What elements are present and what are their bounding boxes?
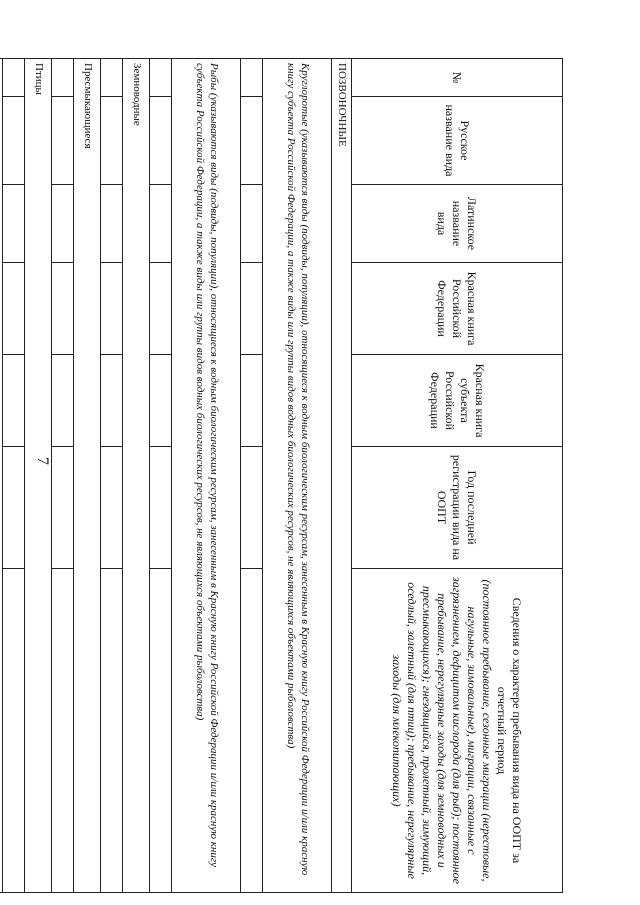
- header-last-registration-year: Год последней регистрации вида на ООПТ: [352, 447, 563, 569]
- subsection-amphibians: [123, 59, 150, 893]
- page-number: 7: [34, 457, 51, 465]
- section-note: Рыбы (указываются виды (подвиды, популяции), относящиеся к водным биологическим ресурсам, занесенным в Красную книгу Российской Федерации и/или красную книгу субъекта Российской Федерации, а также виды или группы видов водных биологических ресурсов, не являющихся объектами рыболовства): [172, 59, 241, 893]
- table-row: [52, 59, 74, 893]
- rotated-table-container: [32, 58, 563, 892]
- section-cyclostomes: [263, 59, 332, 893]
- species-table: [0, 58, 563, 893]
- subsection-label: [0, 59, 3, 893]
- subsection-birds: [25, 59, 52, 893]
- header-num: №: [352, 59, 563, 97]
- subsection-reptiles: [74, 59, 101, 893]
- header-row: [352, 59, 563, 893]
- header-red-book-subject: Красная книга субъекта Российской Федерации: [352, 355, 563, 447]
- subsection-label: Пресмыкающиеся: [74, 59, 101, 893]
- subsection-label: Земноводные: [123, 59, 150, 893]
- header-red-book-rf: Красная книга Российской Федерации: [352, 263, 563, 355]
- table-row: [101, 59, 123, 893]
- header-latin-name: Латинское название вида: [352, 185, 563, 263]
- header-russian-name: Русское название вида: [352, 97, 563, 185]
- section-fish: [172, 59, 241, 893]
- section-note: Круглоротые (указываются виды (подвиды, популяции), относящиеся к водным биологическим ресурсам, занесенным в Красную книгу Российской Федерации и/или красную книгу субъекта Российской Федерации, а также виды или группы видов водных биологических ресурсов, не являющихся объектами рыболовства): [263, 59, 332, 893]
- header-stay-info-title: Сведения о характере пребывания вида на ООПТ за отчетный период: [495, 597, 525, 864]
- table-row: [150, 59, 172, 893]
- subsection-mammals: [0, 59, 3, 893]
- header-stay-info: [352, 569, 563, 893]
- section-title: ПОЗВОНОЧНЫЕ: [332, 59, 352, 893]
- table-row: [241, 59, 263, 893]
- subsection-label: Птицы: [25, 59, 52, 893]
- table-row: [3, 59, 25, 893]
- section-vertebrates: [332, 59, 352, 893]
- header-stay-info-detail: (постоянное пребывание, сезонные миграции (нерестовые, нагульные, зимовальные), миграции, связанные с загрязнением, дефицитом кислорода (для рыб); постоянное пребывание, нерегулярные заходы (для земноводных и пресмыкающихся); гнездящийся, пролетный, зимующий, оседлый, залетный (для птиц); пребывание, нерегулярные заходы (для млекопитающих): [390, 577, 495, 884]
